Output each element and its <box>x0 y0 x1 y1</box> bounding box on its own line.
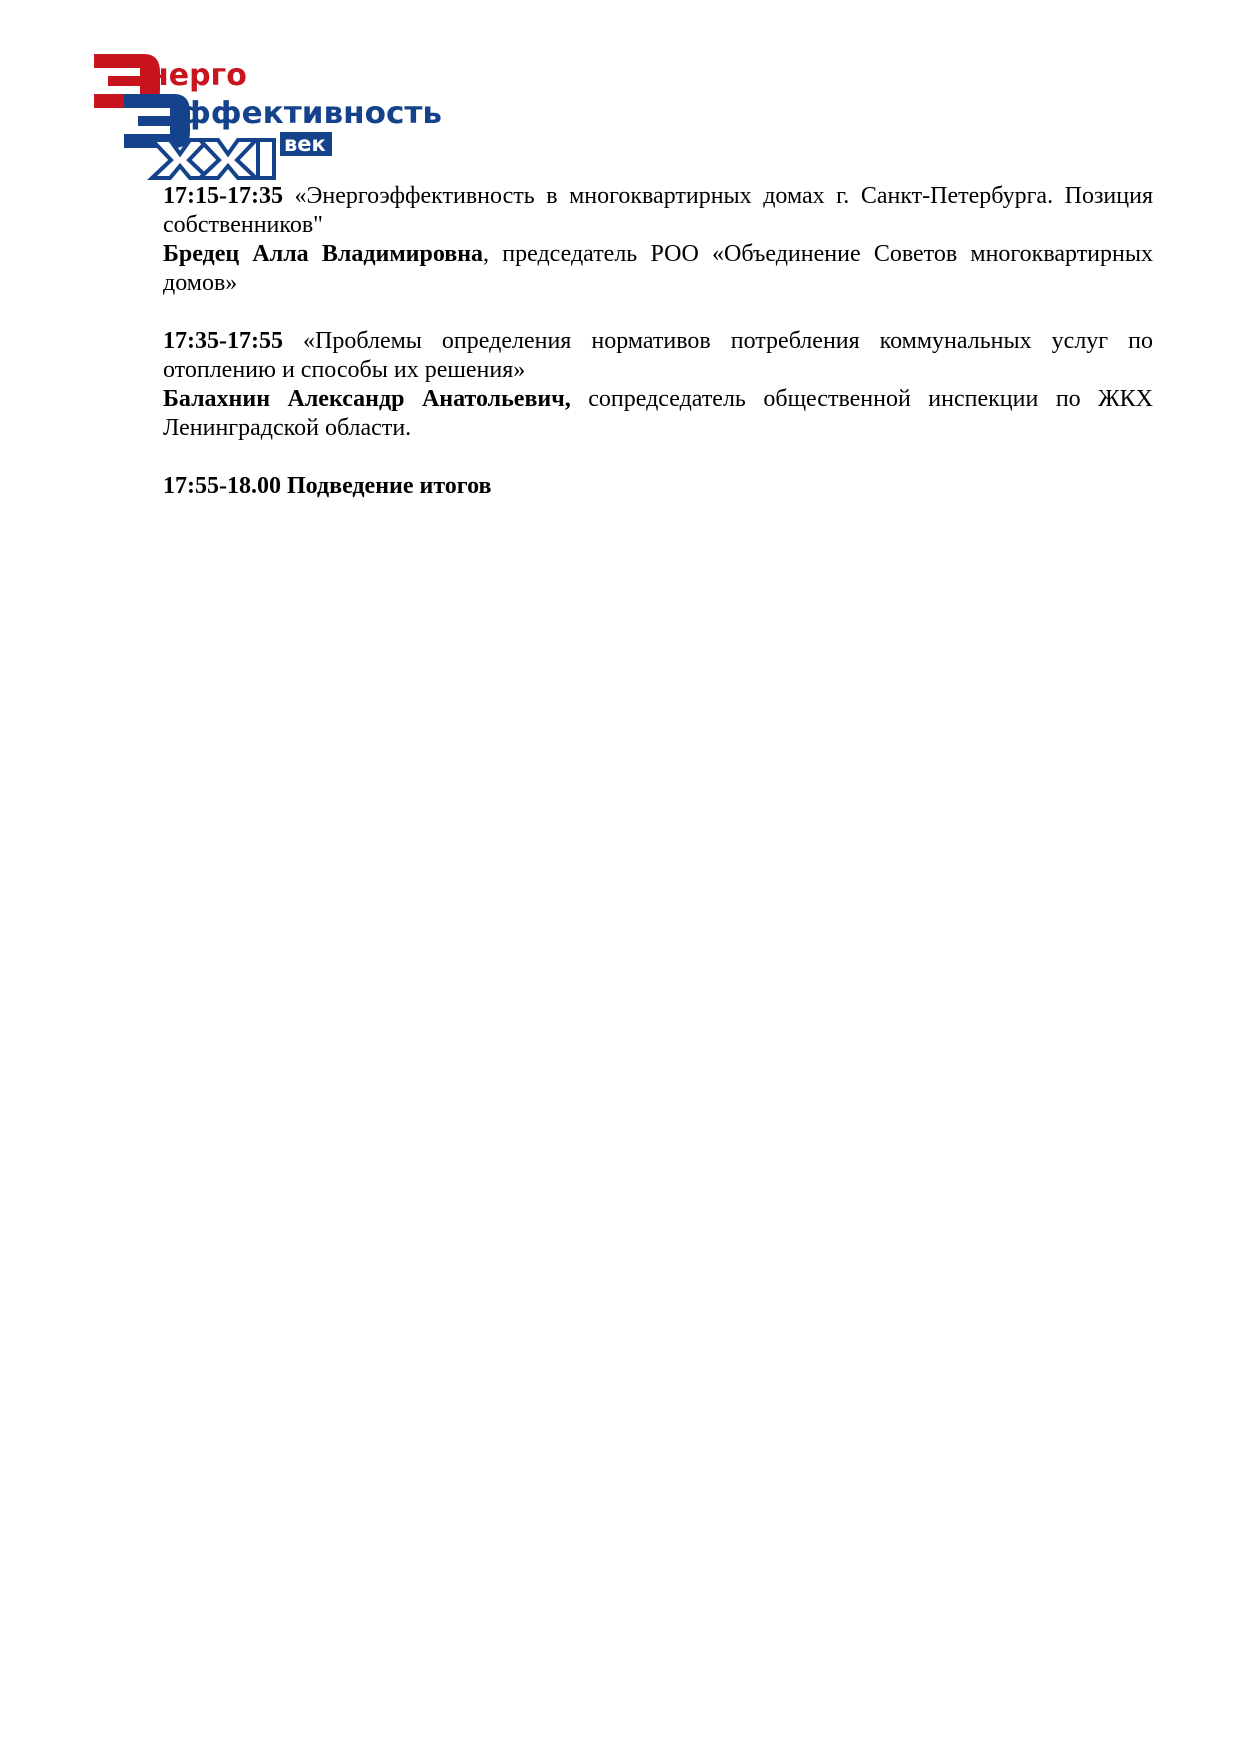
program-item-2-speaker: Балахнин Александр Анатольевич, <box>163 386 571 412</box>
logo-vek-text: век <box>284 132 326 156</box>
program-item-3 <box>163 472 1153 501</box>
program-item-2-time: 17:35-17:55 <box>163 328 283 354</box>
logo-xxi-mark <box>152 140 274 178</box>
program-item-2-header <box>163 327 1153 385</box>
program-item-2-speaker-role: сопредседатель общественной инспекции по ЖКХ Ленинградской области. <box>163 386 1153 441</box>
program-item-1-speaker: Бредец Алла Владимировна <box>163 241 484 267</box>
program-item-1 <box>163 182 1153 298</box>
energoeffektivnost-logo <box>88 50 446 180</box>
program-item-1-time: 17:15-17:35 <box>163 183 283 209</box>
logo-line1: нерго <box>148 58 247 93</box>
program-item-1-speaker-line <box>163 240 1153 298</box>
program-item-1-speaker-role: , председатель РОО «Объединение Советов многоквартирных домов» <box>163 241 1153 296</box>
logo-line2: ффективность <box>180 96 442 131</box>
program-item-1-header <box>163 182 1153 240</box>
program-item-2 <box>163 327 1153 443</box>
program-item-3-title: Подведение итогов <box>286 473 492 499</box>
program-text <box>163 182 1153 530</box>
program-item-2-speaker-line <box>163 385 1153 443</box>
program-item-2-title: «Проблемы определения нормативов потребления коммунальных услуг по отоплению и способы их решения» <box>163 328 1154 383</box>
program-item-3-header <box>163 472 1153 501</box>
program-item-3-time: 17:55-18.00 <box>163 473 281 499</box>
program-item-1-title: «Энергоэффективность в многоквартирных домах г. Санкт-Петербурга. Позиция собственников" <box>163 183 1153 238</box>
